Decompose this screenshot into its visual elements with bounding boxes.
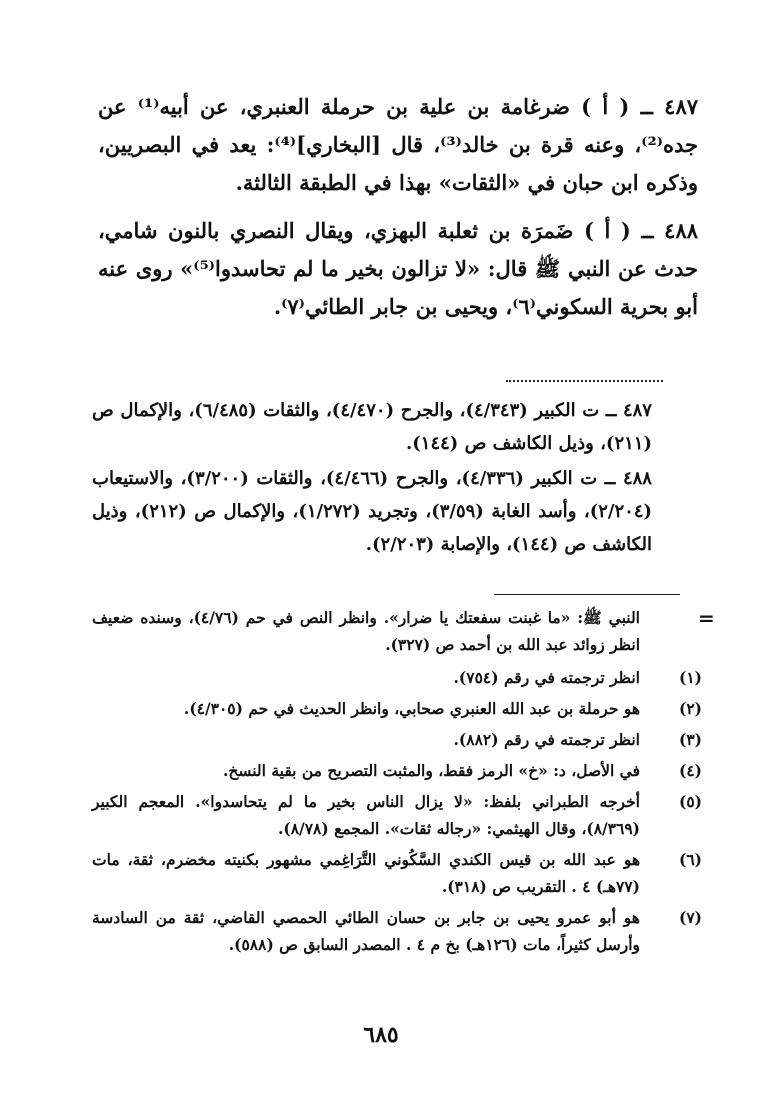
footnote-separator [494,594,680,595]
main-text [98,88,698,336]
footnote-number: (٥) [678,792,702,811]
footnote-continuation: النبي ﷺ: «ما غبنت سفعتك يا ضرار». وانظر النص في حم (٤/٧٦)، وسنده ضعيف انظر زوائد عبد الله بن أحمد ص (٣٢٧). [92,608,640,654]
references-block [92,394,652,561]
footnote-text: انظر ترجمته في رقم (٨٨٢). [453,730,640,749]
footnote-text: أخرجه الطبراني بلفظ: «لا يزال الناس بخير ما لم يتحاسدوا». المعجم الكبير (٨/٣٦٩)، وقال الهيثمي: «رجاله ثقات». المجمع (٨/٧٨). [92,792,640,838]
footnote-text: هو عبد الله بن قيس الكندي السَّكُوني التَّرَاغِمي مشهور بكنيته مخضرم، ثقة، مات (٧٧هـ) ٤ . التقريب ص (٣١٨). [92,850,640,896]
footnote-number: (٢) [678,699,702,718]
entry-487: ٤٨٧ ــ ( أ ) ضرغامة بن علية بن حرملة العنبري، عن أبيه⁽¹⁾ عن جده⁽²⁾، وعنه قرة بن خالد⁽³⁾، قال [البخاري]⁽⁴⁾: يعد في البصريين، وذكره ابن حبان في «الثقات» بهذا في الطبقة الثالثة. [98,94,699,195]
footnote-text: هو أبو عمرو يحيى بن جابر بن حسان الطائي الحمصي القاضي، ثقة من السادسة وأرسل كثيراً، مات (١٢٦هـ) بخ م ٤ . المصدر السابق ص (٥٨٨). [92,908,640,954]
footnote-4 [92,757,702,784]
footnote-2 [92,695,702,722]
footnote-3 [92,726,702,753]
footnote-number: (٧) [678,908,702,927]
dotted-separator [506,380,663,382]
footnotes-block [92,604,702,962]
footnote-1 [92,664,702,691]
footnote-number: (٣) [678,730,702,749]
entry-488: ٤٨٨ ــ ( أ ) ضَمرَة بن ثعلبة البهزي، ويقال النصري بالنون شامي، حدث عن النبي ﷺ قال: «لا تزالون بخير ما لم تحاسدوا⁽⁵⁾» روى عنه أبو بحرية السكوني⁽٦⁾، ويحيى بن جابر الطائي⁽٧⁾. [98,218,698,319]
footnote-7 [92,904,702,958]
footnote-number: (١) [678,668,702,687]
footnote-text: انظر ترجمته في رقم (٧٥٤). [453,668,640,687]
footnote-6 [92,846,702,900]
page-number: ٦٨٥ [363,1022,399,1048]
footnote-5 [92,788,702,842]
continuation-marker: = [698,606,715,630]
reference-488: ٤٨٨ ــ ت الكبير (٤/٣٣٦)، والجرح (٤/٤٦٦)، والثقات (٣/٢٠٠)، والاستيعاب (٢/٢٠٤)، وأسد الغابة (٣/٥٩)، وتجريد (١/٢٧٢)، والإكمال ص (٢١٢)، وذيل الكاشف ص (١٤٤)، والإصابة (٢/٢٠٣). [92,468,653,555]
footnote-text: في الأصل، د: «خ» الرمز فقط، والمثبت التصريح من بقية النسخ. [223,761,640,780]
reference-487: ٤٨٧ ــ ت الكبير (٤/٣٤٣)، والجرح (٤/٤٧٠)، والثقات (٦/٤٨٥)، والإكمال ص (٢١١)، وذيل الكاشف ص (١٤٤). [92,400,652,454]
footnote-number: (٦) [678,850,702,869]
footnote-number: (٤) [678,761,702,780]
footnote-text: هو حرملة بن عبد الله العنبري صحابي، وانظر الحديث في حم (٤/٣٠٥). [183,699,640,718]
